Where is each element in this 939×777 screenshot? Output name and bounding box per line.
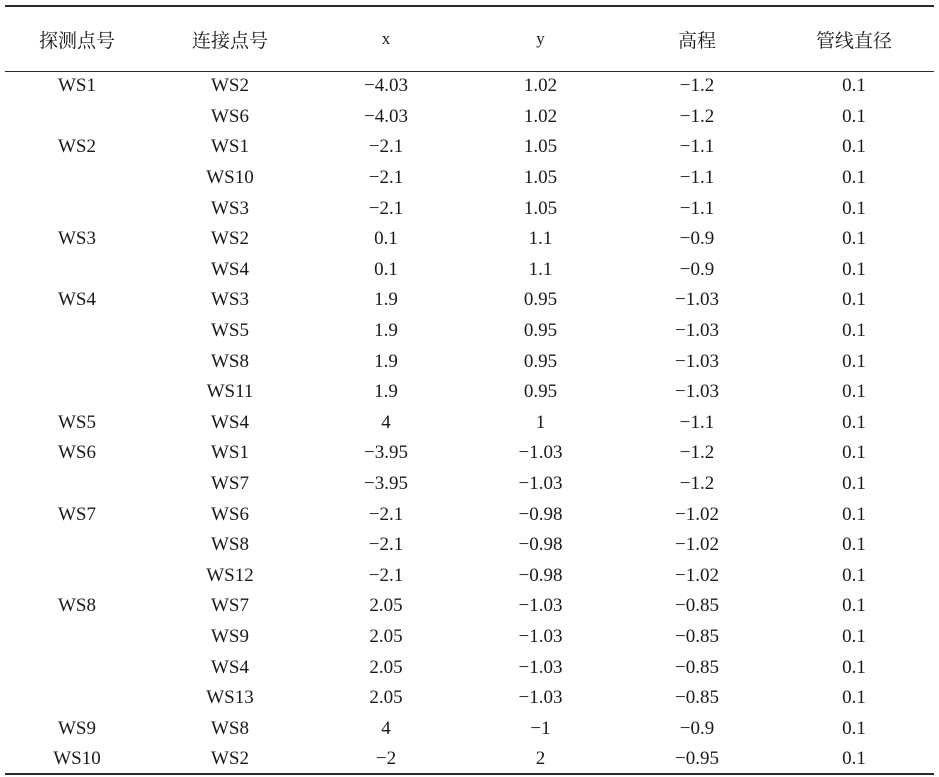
cell-probe-point: WS7 (58, 503, 96, 525)
cell-y: 2 (535, 748, 546, 770)
table-row (5, 530, 934, 561)
cell-x: 1.9 (374, 350, 398, 372)
cell-y: −0.98 (518, 534, 563, 556)
cell-elevation: −1.02 (675, 503, 719, 525)
cell-y: 0.95 (523, 289, 558, 311)
table-header (5, 7, 934, 71)
cell-pipe-diameter: 0.1 (842, 625, 866, 647)
cell-connection-point: WS10 (206, 167, 254, 189)
table-row (5, 132, 934, 163)
header-x: x (381, 29, 391, 48)
cell-elevation: −1.1 (679, 136, 715, 158)
cell-connection-point: WS4 (211, 411, 249, 433)
cell-x: 1.9 (374, 320, 398, 342)
cell-y: 1.1 (528, 228, 553, 250)
cell-probe-point: WS8 (58, 595, 96, 617)
cell-pipe-diameter: 0.1 (842, 136, 866, 158)
cell-pipe-diameter: 0.1 (842, 228, 866, 250)
cell-connection-point: WS11 (206, 381, 254, 403)
cell-probe-point (5, 316, 149, 347)
cell-pipe-diameter: 0.1 (842, 595, 866, 617)
cell-connection-point: WS7 (211, 473, 249, 495)
cell-y: −1.03 (518, 656, 563, 678)
cell-elevation: −0.85 (675, 595, 719, 617)
table-row (5, 224, 934, 255)
cell-elevation: −0.85 (675, 625, 719, 647)
cell-probe-point (5, 102, 149, 133)
cell-probe-point: WS5 (58, 411, 96, 433)
cell-probe-point: WS9 (58, 717, 96, 739)
cell-pipe-diameter: 0.1 (842, 564, 866, 586)
cell-connection-point: WS1 (211, 442, 249, 464)
cell-pipe-diameter: 0.1 (842, 411, 866, 433)
cell-y: 1.02 (523, 75, 558, 97)
cell-x: 2.05 (369, 625, 403, 647)
table-row (5, 683, 934, 714)
cell-elevation: −1.1 (679, 197, 715, 219)
data-table (5, 7, 934, 775)
cell-y: −1.03 (518, 595, 563, 617)
table-row (5, 622, 934, 653)
cell-y: 0.95 (523, 350, 558, 372)
header-row (5, 7, 934, 71)
table-row (5, 713, 934, 744)
cell-elevation: −1.2 (679, 75, 715, 97)
cell-pipe-diameter: 0.1 (842, 503, 866, 525)
cell-probe-point (5, 469, 149, 500)
cell-elevation: −0.9 (679, 258, 715, 280)
cell-elevation: −1.2 (679, 105, 715, 127)
cell-x: 2.05 (369, 687, 403, 709)
cell-connection-point: WS2 (211, 75, 249, 97)
cell-y: −1.03 (518, 442, 563, 464)
cell-x: 2.05 (369, 595, 403, 617)
cell-connection-point: WS2 (211, 228, 249, 250)
table-row (5, 499, 934, 530)
cell-x: −2.1 (368, 534, 404, 556)
cell-elevation: −1.1 (679, 167, 715, 189)
cell-x: 1.9 (374, 289, 398, 311)
cell-x: 0.1 (374, 228, 398, 250)
cell-probe-point: WS10 (53, 748, 101, 770)
table-row (5, 469, 934, 500)
cell-pipe-diameter: 0.1 (842, 350, 866, 372)
cell-elevation: −1.02 (675, 534, 719, 556)
cell-y: 1.05 (523, 197, 558, 219)
table-row (5, 591, 934, 622)
cell-x: 4 (381, 717, 391, 739)
header-y: y (536, 29, 545, 48)
header-probe-point: 探测点号 (38, 29, 115, 52)
table-row (5, 652, 934, 683)
cell-x: −2.1 (368, 197, 404, 219)
cell-pipe-diameter: 0.1 (842, 289, 866, 311)
header-pipe-diameter: 管线直径 (815, 29, 892, 52)
cell-probe-point (5, 163, 149, 194)
table-row (5, 346, 934, 377)
cell-y: 1.1 (528, 258, 553, 280)
cell-probe-point (5, 377, 149, 408)
cell-connection-point: WS3 (211, 197, 249, 219)
cell-y: −1 (530, 717, 551, 739)
cell-elevation: −0.85 (675, 687, 719, 709)
cell-probe-point: WS4 (58, 289, 96, 311)
cell-probe-point (5, 561, 149, 592)
cell-pipe-diameter: 0.1 (842, 197, 866, 219)
cell-x: −3.95 (364, 473, 408, 495)
cell-elevation: −1.03 (675, 320, 719, 342)
cell-probe-point (5, 530, 149, 561)
cell-elevation: −0.85 (675, 656, 719, 678)
cell-x: −2 (375, 748, 397, 770)
cell-elevation: −0.9 (679, 228, 715, 250)
cell-connection-point: WS1 (211, 136, 249, 158)
cell-x: −3.95 (364, 442, 408, 464)
header-elevation: 高程 (677, 29, 716, 52)
cell-connection-point: WS4 (211, 258, 249, 280)
cell-x: −2.1 (368, 503, 404, 525)
cell-elevation: −1.03 (675, 381, 719, 403)
cell-connection-point: WS13 (206, 687, 254, 709)
cell-probe-point (5, 683, 149, 714)
header-connection-point: 连接点号 (191, 29, 268, 52)
cell-pipe-diameter: 0.1 (842, 534, 866, 556)
cell-pipe-diameter: 0.1 (842, 75, 866, 97)
table-row (5, 561, 934, 592)
cell-pipe-diameter: 0.1 (842, 748, 866, 770)
cell-pipe-diameter: 0.1 (842, 656, 866, 678)
cell-elevation: −0.9 (679, 717, 715, 739)
cell-y: −0.98 (518, 503, 563, 525)
cell-x: −4.03 (364, 105, 408, 127)
cell-elevation: −1.2 (679, 473, 715, 495)
cell-y: 0.95 (523, 381, 558, 403)
cell-pipe-diameter: 0.1 (842, 320, 866, 342)
table-row (5, 438, 934, 469)
cell-y: 1.05 (523, 167, 558, 189)
cell-connection-point: WS6 (211, 503, 249, 525)
cell-probe-point: WS3 (58, 228, 96, 250)
cell-probe-point (5, 346, 149, 377)
cell-x: −4.03 (364, 75, 408, 97)
cell-connection-point: WS4 (211, 656, 249, 678)
cell-pipe-diameter: 0.1 (842, 473, 866, 495)
cell-y: −1.03 (518, 625, 563, 647)
cell-connection-point: WS8 (211, 717, 249, 739)
cell-y: 1.02 (523, 105, 558, 127)
cell-probe-point (5, 255, 149, 286)
cell-connection-point: WS6 (211, 105, 249, 127)
cell-elevation: −0.95 (675, 748, 719, 770)
table-row (5, 408, 934, 439)
cell-x: 1.9 (374, 381, 398, 403)
table-row (5, 163, 934, 194)
cell-connection-point: WS2 (211, 748, 249, 770)
cell-pipe-diameter: 0.1 (842, 687, 866, 709)
cell-y: 0.95 (523, 320, 558, 342)
cell-connection-point: WS12 (206, 564, 254, 586)
cell-pipe-diameter: 0.1 (842, 442, 866, 464)
cell-connection-point: WS5 (211, 320, 249, 342)
cell-x: −2.1 (368, 167, 404, 189)
cell-connection-point: WS7 (211, 595, 249, 617)
table-row (5, 71, 934, 102)
table-row (5, 316, 934, 347)
cell-connection-point: WS3 (211, 289, 249, 311)
cell-y: −1.03 (518, 473, 563, 495)
cell-pipe-diameter: 0.1 (842, 258, 866, 280)
cell-elevation: −1.03 (675, 350, 719, 372)
cell-elevation: −1.03 (675, 289, 719, 311)
cell-probe-point: WS6 (58, 442, 96, 464)
cell-probe-point: WS2 (58, 136, 96, 158)
cell-y: 1 (535, 411, 546, 433)
table-row (5, 102, 934, 133)
table-body (5, 71, 934, 775)
cell-probe-point (5, 622, 149, 653)
table-row (5, 193, 934, 224)
cell-x: 2.05 (369, 656, 403, 678)
cell-elevation: −1.2 (679, 442, 715, 464)
cell-elevation: −1.1 (679, 411, 715, 433)
cell-connection-point: WS8 (211, 350, 249, 372)
table-row (5, 377, 934, 408)
cell-pipe-diameter: 0.1 (842, 381, 866, 403)
cell-y: 1.05 (523, 136, 558, 158)
cell-elevation: −1.02 (675, 564, 719, 586)
table-row (5, 744, 934, 775)
cell-x: −2.1 (368, 564, 404, 586)
cell-x: 0.1 (374, 258, 398, 280)
cell-y: −1.03 (518, 687, 563, 709)
cell-x: 4 (381, 411, 391, 433)
cell-pipe-diameter: 0.1 (842, 717, 866, 739)
cell-probe-point (5, 193, 149, 224)
cell-x: −2.1 (368, 136, 404, 158)
cell-probe-point (5, 652, 149, 683)
cell-y: −0.98 (518, 564, 563, 586)
table-row (5, 285, 934, 316)
cell-pipe-diameter: 0.1 (842, 167, 866, 189)
cell-connection-point: WS8 (211, 534, 249, 556)
cell-probe-point: WS1 (58, 75, 96, 97)
table-row (5, 255, 934, 286)
cell-pipe-diameter: 0.1 (842, 105, 866, 127)
cell-connection-point: WS9 (211, 625, 249, 647)
